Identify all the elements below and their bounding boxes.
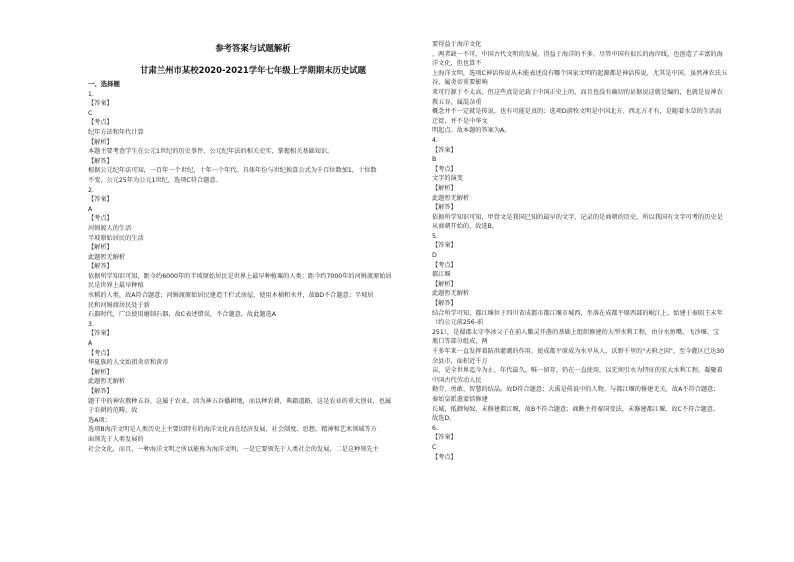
text-line: 【解答】 — [88, 388, 113, 395]
text-line: 千多年来一直发挥着防洪灌溉的作用，使成都平原成为水旱从人、沃野千里的"天府之国"，至今灌区已达30 — [432, 348, 725, 355]
document-subtitle: 甘肃兰州市某校2020-2021学年七年级上学期期末历史试题 — [140, 65, 366, 75]
text-line: 余县市，面积近千万 — [432, 357, 488, 365]
text-line: 不变，公元25年为公元1世纪，选项C符合题意。 — [88, 176, 222, 184]
text-line: 民是世界上最早种植 — [88, 282, 144, 290]
text-line: 明起点。故本题的答案为A。 — [432, 127, 511, 135]
text-line: 此题暂无解析 — [432, 290, 470, 298]
text-line: 依据所学知识可知，距今约6000年的半坡原始居民是世界上最早种植粟的人类；距今约7000年的河姆渡原始居 — [88, 272, 392, 280]
text-line: 题干中的神农教种五谷，这属于农业，因为神五谷播耕地，而以种农耕，典籍道路，这是农业的重大创业，也属 — [88, 397, 392, 405]
text-line: A — [88, 205, 93, 213]
text-line: 谷，属炎帝重要影响 — [432, 79, 488, 87]
text-line: 从商朝开始的，故选B。 — [432, 223, 499, 231]
document-title: 参考答案与试题解析 — [215, 43, 291, 53]
text-line: 【解答】 — [88, 157, 113, 165]
text-line: 4. — [432, 136, 438, 144]
text-line: 民和河姆渡居民处于新 — [88, 301, 150, 309]
text-line: 【解析】 — [88, 138, 113, 146]
text-line: 文字的演变 — [432, 175, 463, 183]
text-line: 结合所学可知，都江堰位于四川省成都市都江堰市城西，坐落在成都平原西部的岷江上，始建于秦昭王末年 — [432, 309, 723, 317]
text-line: 面领先于人类发展的 — [88, 435, 144, 443]
text-line: 【考点】 — [88, 119, 113, 127]
text-line: 【解答】 — [432, 300, 457, 308]
right-column — [432, 40, 772, 462]
text-line: 【考点】 — [88, 349, 113, 357]
text-line: D — [432, 252, 437, 260]
text-line: 此题暂无解析 — [88, 378, 126, 386]
text-line: 【考点】 — [432, 453, 457, 461]
section-heading: 一、选择题 — [88, 80, 120, 88]
text-line: 3. — [88, 320, 94, 328]
text-line: 1. — [88, 90, 94, 98]
text-line: B — [432, 156, 437, 164]
text-line: 河姆渡人的生活 — [88, 224, 132, 232]
text-line: 6. — [432, 424, 438, 432]
text-line: ，两者缺一不可，中国古代文明的发展，得益于海洋的不多，尽管中国有很长的海岸线，也创造了丰富的海 — [432, 50, 723, 58]
text-line: 【解析】 — [432, 280, 457, 288]
text-line: C — [432, 443, 437, 451]
text-line: 纪年方法和年代计算 — [88, 128, 144, 136]
text-line: 洋文化，但也算不 — [432, 60, 482, 68]
text-line: C — [88, 109, 93, 117]
text-line: 【答案】 — [432, 146, 457, 154]
text-line: 上海洋文明，选项C神话传说从未能表述没有哪个国家文明的起源都是神话传说，尤其是中国，虽然神农氏五 — [432, 69, 728, 77]
text-line: 石器时代，广泛使用磨制石器，故C表述错误，不合题意。故此题选A — [88, 311, 276, 319]
text-line: 长城，抵御匈奴，未修建都江堰，故B不符合题意；商鞅主持秦国变法，未修建都江堰，故C不符合题意。 — [432, 405, 719, 413]
left-text-block — [88, 90, 418, 455]
text-line: 社会文化，而且，一种海洋文明之所以能称为海洋文明，一是它要领先于人类社会的发展，二是这种领先主 — [88, 445, 379, 453]
text-line: 【考点】 — [432, 261, 457, 269]
text-line: 【答案】 — [88, 196, 113, 204]
text-line: 来可行源于不太高，但这些真是记载于中国正史上的，而且也没有确切的证据说这就是编的，也就是说神农 — [432, 88, 723, 96]
left-column — [88, 80, 418, 454]
text-line: 【解析】 — [88, 368, 113, 376]
text-line: A — [88, 340, 93, 348]
text-line: 瓶口等部分组成，两 — [432, 338, 488, 346]
text-line: 依据所学知识可知，甲骨文是我国已知的最早的文字，记录的是商朝的历史，所以我国有文字可考的历史是 — [432, 213, 723, 221]
text-line: 选A项； — [88, 416, 111, 424]
text-line: 【考点】 — [88, 215, 113, 223]
text-line: 教五谷，属混杂重 — [432, 98, 482, 106]
text-line: 此题暂无解析 — [432, 194, 470, 202]
text-line: 根据公元纪年法可知，一百年一个世纪，十年一个年代。具体年份与世纪换算公式为千百位数加1，十位数 — [88, 167, 377, 175]
text-line: 此题暂无解析 — [88, 253, 126, 261]
text-line: 要得益于海洋文化 — [432, 41, 482, 48]
text-line: 【答案】 — [88, 330, 113, 338]
text-line: 秦始皇派遣蒙恬修建 — [432, 395, 488, 403]
text-line: 都江堰 — [432, 271, 451, 279]
text-line: 水稻的人类，故A符合题意；河姆渡原始居民建造干栏式房屋，使用木桶和水井，故BD不合题意；半坡居 — [88, 292, 374, 300]
text-line: 【解答】 — [88, 263, 113, 271]
text-line: 2. — [88, 186, 94, 194]
text-line: 选项B海洋文明是人类历史上主要因特有的海洋文化而在经济发展、社会制度、思想、精神和艺术领域等方 — [88, 426, 377, 434]
text-line: 勤劳、勇敢、智慧的结晶。故D符合题意；大禹是传说中的人物，与都江堰的修建无关，故A不符合题意； — [432, 386, 720, 394]
text-line: 【解析】 — [88, 244, 113, 252]
text-line: 半坡原始居民的生活 — [88, 234, 144, 242]
text-line: 【解答】 — [432, 204, 457, 212]
right-text-block — [432, 40, 772, 462]
text-line: 迁徙，并不是中华文 — [432, 117, 488, 125]
text-line: 华夏族的人文始祖炎帝和黄帝 — [88, 359, 169, 367]
text-line: 251），是蜀郡太守李冰父子在前人鳖灵开凿的基础上组织修建的大型水利工程，由分水鱼嘴、飞沙堰、宝 — [432, 328, 720, 336]
text-line: 于农耕的范畴，故 — [88, 407, 138, 415]
text-line: 本题主要考查学生在公元1世纪的历史事件、公元纪年法的相关史实，掌握相关基础知识。 — [88, 148, 334, 156]
text-line: 概念并不一定就是传说，也有可能是真的；选项D游牧文明是中国北方、西北方才有，是随着水草的生活而 — [432, 108, 722, 116]
text-line: （约公元前256-前 — [432, 319, 484, 327]
text-line: 【答案】 — [432, 434, 457, 442]
text-line: 中国古代劳动人民 — [432, 376, 482, 384]
text-line: 5. — [432, 232, 438, 240]
text-line: 【答案】 — [432, 242, 457, 250]
text-line: 【解析】 — [432, 184, 457, 192]
text-line: 【答案】 — [88, 100, 113, 108]
text-line: 故选D。 — [432, 415, 456, 423]
text-line: 亩，是全世界迄今为止，年代最久、唯一留存、仍在一直使用，以无坝引水为特征的宏大水利工程，凝聚着 — [432, 367, 723, 375]
text-line: 【考点】 — [432, 165, 457, 173]
